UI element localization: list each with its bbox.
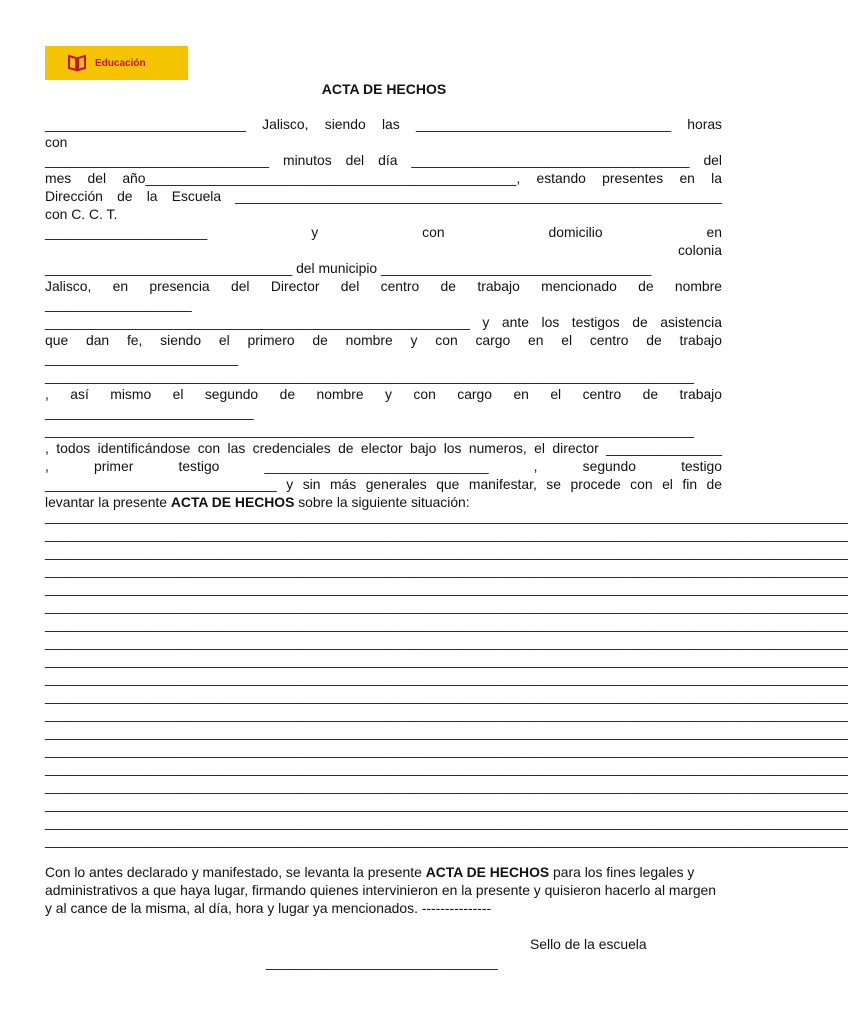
- blank-line: ________________________________________________________________________________________________________: [45, 652, 848, 668]
- bold-title-ref: ACTA DE HECHOS: [170, 494, 295, 510]
- blank-line: ________________________________________________________________________________________________________: [45, 616, 848, 632]
- text-line: , primer testigo _____________________________ , segundo testigo: [45, 458, 722, 474]
- text-line: _______________________________________________________ y ante los testigos de asistencia: [45, 314, 722, 330]
- text-run: para los fines legales y administrativos a que haya lugar, firmando quienes intervinieron en la presente y quisieron hacerlo al margen y al cance de la misma, al día, hora y lugar ya mencionados. ---------------: [45, 864, 716, 916]
- seal-label: Sello de la escuela: [530, 936, 647, 952]
- text-line: _________________________: [45, 350, 239, 366]
- blank-line: ________________________________________________________________________________________________________: [45, 796, 848, 812]
- text-line: ___________________________: [45, 404, 254, 420]
- text-line: mes del año________________________________________________, estando presentes en la: [45, 170, 722, 186]
- blank-line: ________________________________________________________________________________________________________: [45, 634, 848, 650]
- text-line: Dirección de la Escuela _______________________________________________________________: [45, 188, 722, 204]
- document-body: [45, 115, 722, 511]
- text-line: ________________________________ del municipio ___________________________________: [45, 260, 652, 276]
- text-run: sobre la siguiente situación:: [294, 494, 470, 510]
- closing-paragraph: [45, 863, 722, 917]
- text-line: _____________________________ minutos del día ____________________________________ del: [45, 152, 722, 168]
- bold-title-ref: ACTA DE HECHOS: [425, 864, 550, 880]
- text-line: con C. C. T.: [45, 206, 118, 222]
- text-line: ____________________________________________________________________________________: [45, 368, 694, 384]
- blank-line: ________________________________________________________________________________________________________: [45, 724, 848, 740]
- book-icon: [67, 54, 87, 72]
- signature-line: ______________________________: [266, 954, 498, 970]
- text-run: levantar la presente: [45, 494, 171, 510]
- text-line: Jalisco, en presencia del Director del centro de trabajo mencionado de nombre: [45, 278, 722, 294]
- text-line: que dan fe, siendo el primero de nombre y con cargo en el centro de trabajo: [45, 332, 722, 348]
- text-line: ______________________________ y sin más generales que manifestar, se procede con el fin de: [45, 476, 722, 492]
- text-line: ____________________________________________________________________________________: [45, 422, 694, 438]
- blank-line: ________________________________________________________________________________________________________: [45, 778, 848, 794]
- text-line: colonia: [677, 242, 722, 258]
- text-line: __________________________ Jalisco, siendo las _________________________________ horas: [45, 116, 722, 132]
- blank-line: ________________________________________________________________________________________________________: [45, 508, 848, 524]
- blank-line: ________________________________________________________________________________________________________: [45, 562, 848, 578]
- blank-line: ________________________________________________________________________________________________________: [45, 580, 848, 596]
- blank-line: ________________________________________________________________________________________________________: [45, 706, 848, 722]
- blank-line: ________________________________________________________________________________________________________: [45, 598, 848, 614]
- text-line: con: [45, 134, 68, 150]
- blank-line: ________________________________________________________________________________________________________: [45, 814, 848, 830]
- text-line: , todos identificándose con las credenciales de elector bajo los numeros, el director _______________: [45, 440, 722, 456]
- blank-line: ________________________________________________________________________________________________________: [45, 526, 848, 542]
- blank-line: ________________________________________________________________________________________________________: [45, 670, 848, 686]
- education-logo: [45, 46, 188, 80]
- text-run: Con lo antes declarado y manifestado, se levanta la presente: [45, 864, 426, 880]
- text-line: , así mismo el segundo de nombre y con cargo en el centro de trabajo: [45, 386, 722, 402]
- blank-line: ________________________________________________________________________________________________________: [45, 760, 848, 776]
- blank-lines-area: [45, 507, 848, 849]
- blank-line: ________________________________________________________________________________________________________: [45, 742, 848, 758]
- blank-line: ________________________________________________________________________________________________________: [45, 832, 848, 848]
- blank-line: ________________________________________________________________________________________________________: [45, 544, 848, 560]
- document-title: ACTA DE HECHOS: [321, 81, 447, 97]
- blank-line: ________________________________________________________________________________________________________: [45, 688, 848, 704]
- text-line: _____________________ y con domicilio en: [45, 224, 722, 240]
- logo-text: Educación: [95, 57, 146, 69]
- text-line: ___________________: [45, 296, 192, 312]
